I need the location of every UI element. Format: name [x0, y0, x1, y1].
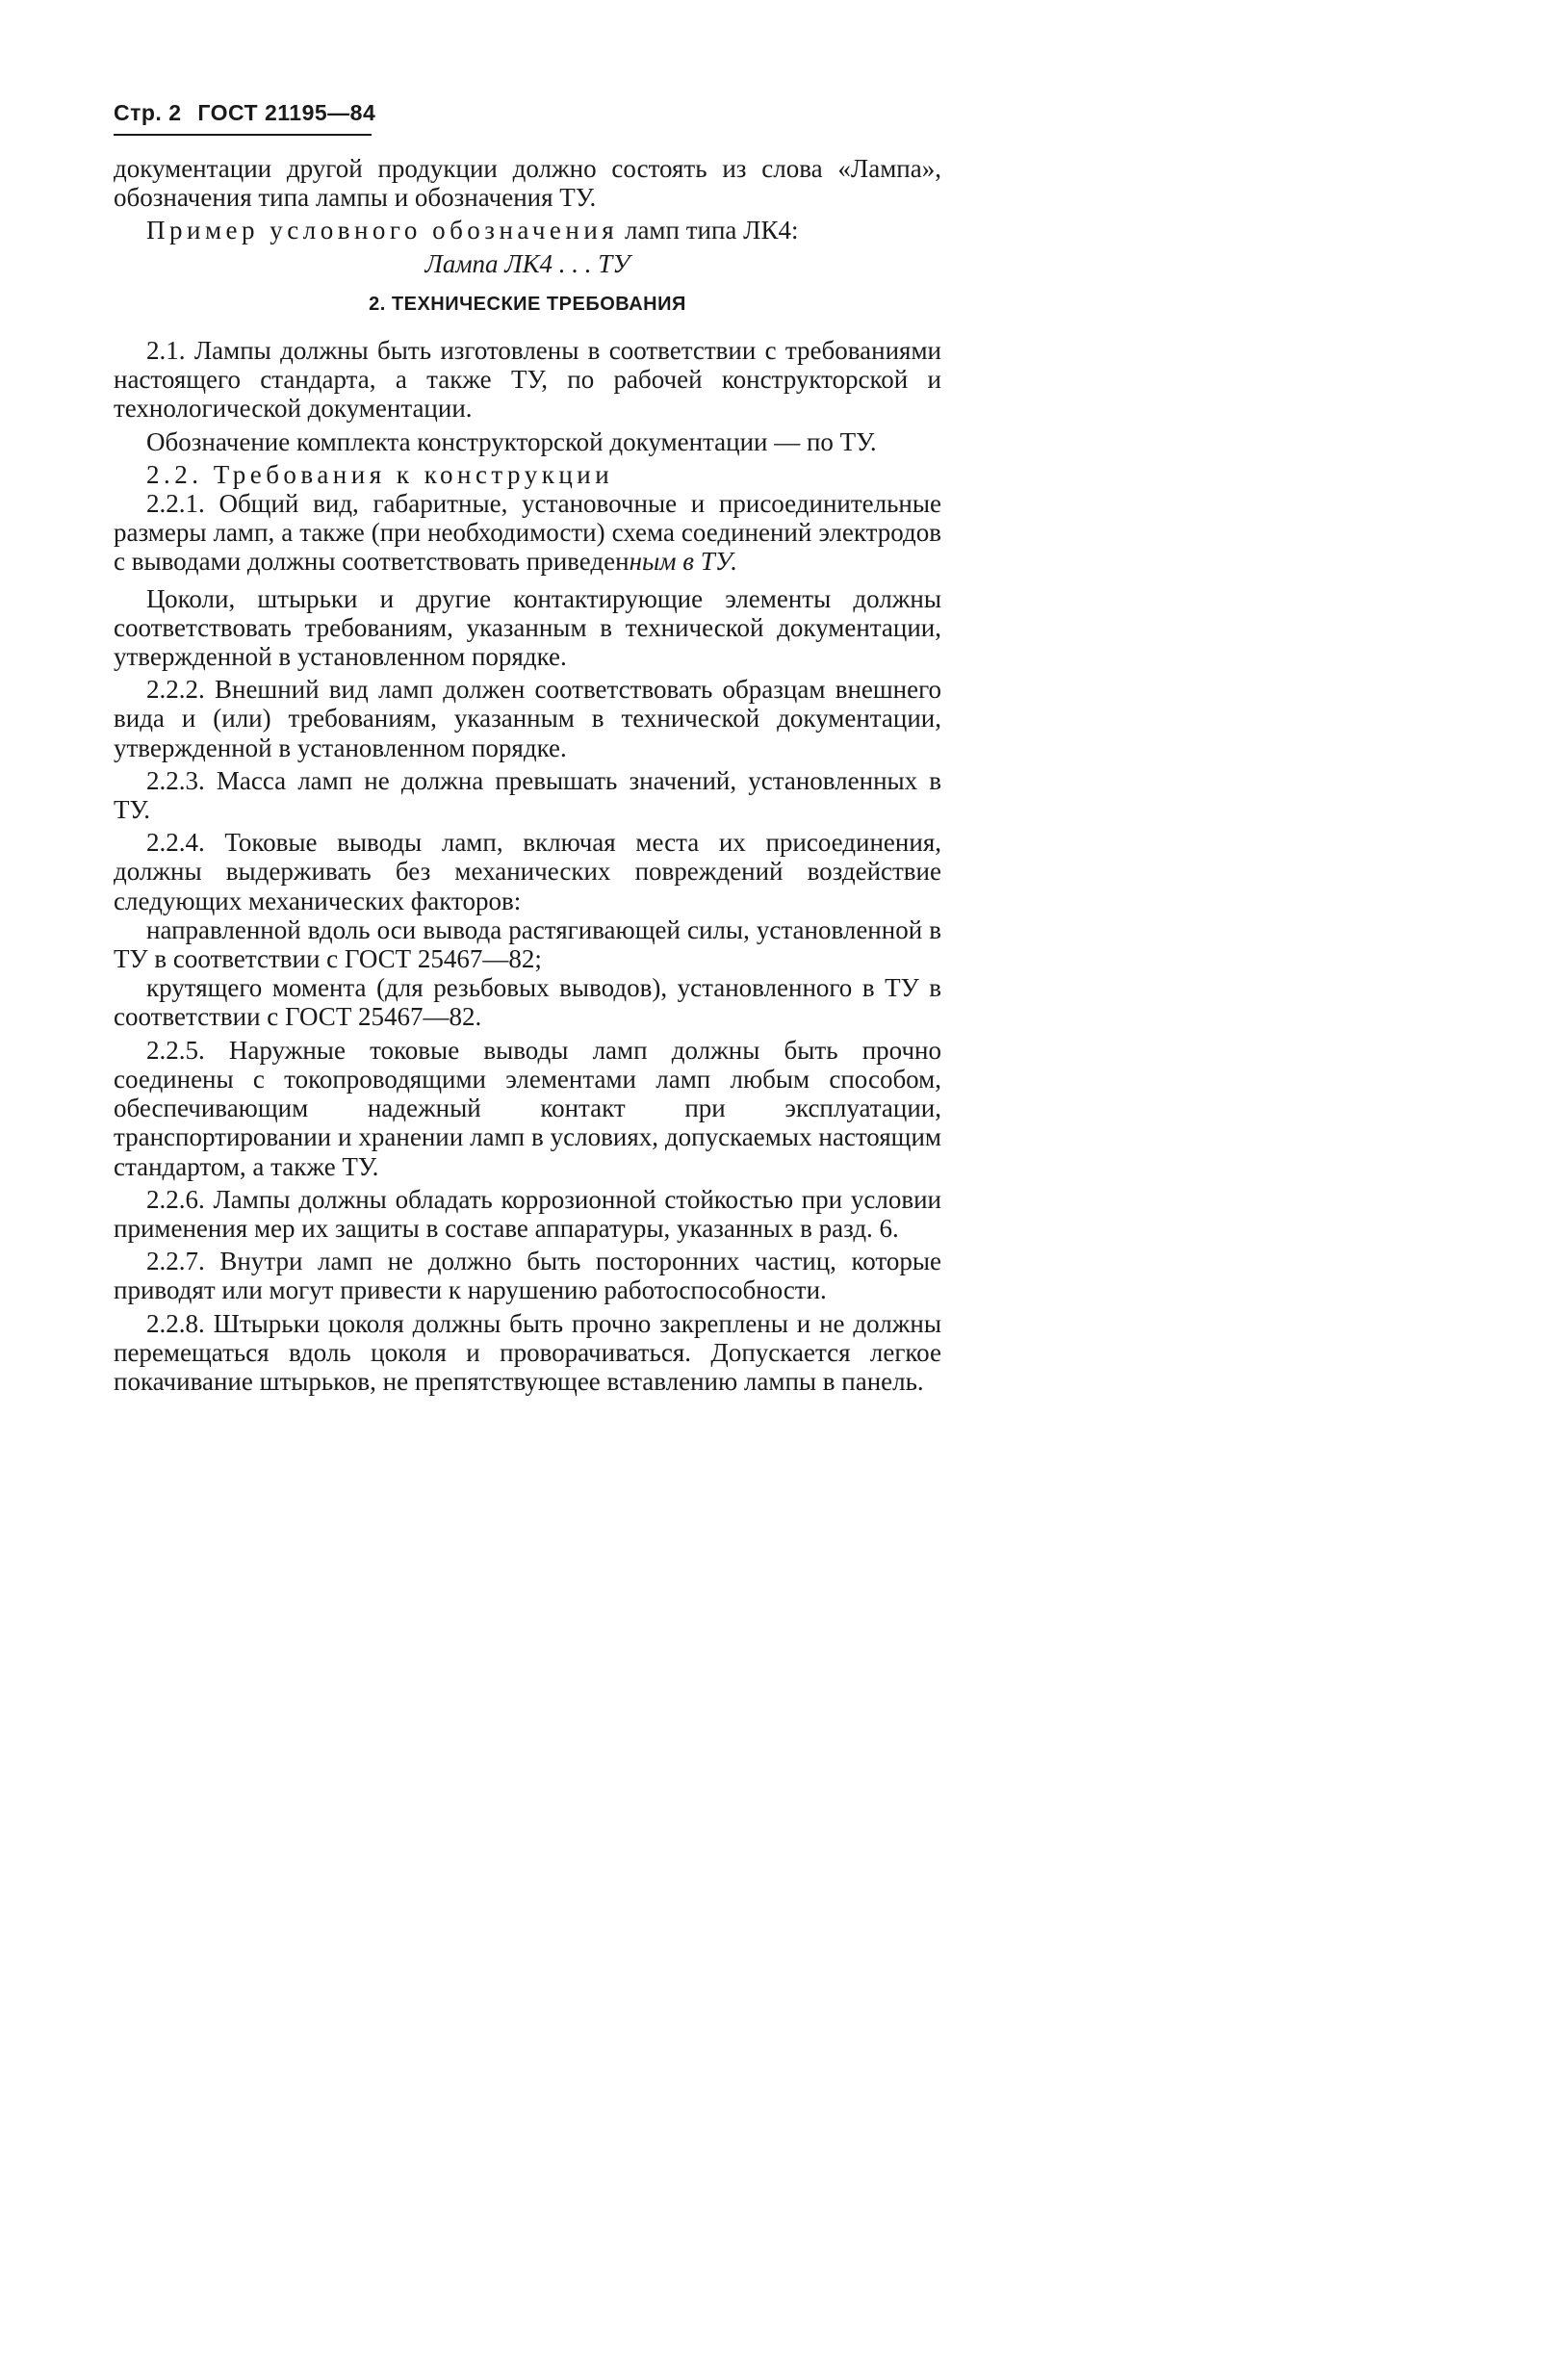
clause-2-2-1-emphasis: ным в ТУ. [629, 547, 737, 577]
paragraph-intro: документации другой продукции должно состоять из слова «Лампа», обозначения типа лампы и обозначения ТУ. [114, 154, 941, 213]
document-page [0, 0, 1011, 1526]
page-header [114, 100, 385, 126]
clause-2-2-1-contacts: Цоколи, штырьки и другие контактирующие элементы должны соответствовать требованиям, указанным в технической документации, утвержденной в установленном порядке. [114, 583, 941, 672]
standard-number: ГОСТ 21195—84 [197, 100, 376, 125]
example-label-rest: ламп типа ЛК4: [618, 216, 799, 245]
clause-2-2-1-text: 2.2.1. Общий вид, габаритные, установочные и присоединительные размеры ламп, а также (при необходимости) схема соединений электродов с выводами должны соответствовать приведен [114, 489, 941, 577]
document-body [114, 154, 941, 1396]
clause-2-2-1 [114, 489, 941, 577]
clause-2-1: 2.1. Лампы должны быть изготовлены в соответствии с требованиями настоящего стандарта, а также ТУ, по рабочей конструкторской и технологической документации. [114, 336, 941, 424]
clause-2-2-3: 2.2.3. Масса ламп не должна превышать значений, установленных в ТУ. [114, 765, 941, 825]
clause-2-2-4-torque: крутящего момента (для резьбовых выводов), установленного в ТУ в соответствии с ГОСТ 25467—82. [114, 973, 941, 1032]
clause-2-2-4: 2.2.4. Токовые выводы ламп, включая места их присоединения, должны выдерживать без механических повреждений воздействие следующих механических факторов: [114, 828, 941, 915]
clause-2-2-heading: 2.2. Требования к конструкции [146, 459, 614, 489]
designation-example: Лампа ЛК4 . . . ТУ [424, 248, 630, 278]
clause-2-2-4-tensile: направленной вдоль оси вывода растягивающей силы, установленной в ТУ в соответствии с ГОСТ 25467—82; [114, 914, 941, 974]
section-title: 2. ТЕХНИЧЕСКИЕ ТРЕБОВАНИЯ [369, 293, 686, 315]
paragraph-example-intro [114, 216, 941, 245]
clause-2-2-5: 2.2.5. Наружные токовые выводы ламп должны быть прочно соединены с токопроводящими элементами ламп любым способом, обеспечивающим надежный контакт при эксплуатации, транспортировании и хранении ламп в условиях, допускаемых настоящим стандартом, а также ТУ. [114, 1035, 941, 1181]
clause-2-2-7: 2.2.7. Внутри ламп не должно быть посторонних частиц, которые приводят или могут привести к нарушению работоспособности. [114, 1247, 941, 1305]
clause-2-2-2: 2.2.2. Внешний вид ламп должен соответствовать образцам внешнего вида и (или) требованиям, указанным в технической документации, утвержденной в установленном порядке. [114, 675, 941, 762]
clause-2-2-6: 2.2.6. Лампы должны обладать коррозионной стойкостью при условии применения мер их защиты в составе аппаратуры, указанных в разд. 6. [114, 1184, 941, 1243]
example-label: Пример условного обозначения [146, 216, 619, 245]
header-divider [114, 134, 372, 136]
clause-2-1-designation: Обозначение комплекта конструкторской документации — по ТУ. [146, 426, 877, 456]
clause-2-2-8: 2.2.8. Штырьки цоколя должны быть прочно закреплены и не должны перемещаться вдоль цоколя и проворачиваться. Допускается легкое покачивание штырьков, не препятствующее вставлению лампы в панель. [114, 1308, 941, 1396]
page-number: Стр. 2 [114, 100, 182, 125]
